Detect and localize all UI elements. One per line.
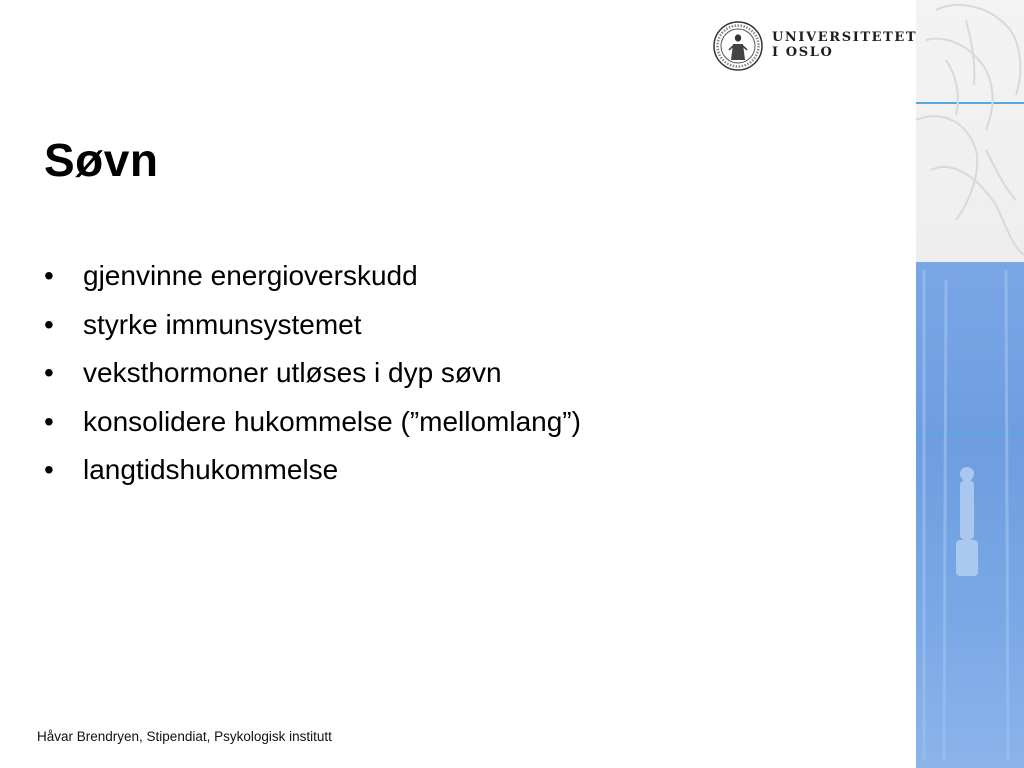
bullet-item [44,398,884,447]
bullet-text: konsolidere hukommelse (”mellomlang”) [83,405,581,437]
bullet-text: styrke immunsystemet [83,308,362,340]
bullet-list [44,252,884,495]
decorative-side-panel [916,0,1024,768]
bullet-text: langtidshukommelse [83,454,339,485]
university-name-line2: I OSLO [772,45,834,60]
bullet-dot-icon: • [44,357,54,388]
bullet-item [44,446,884,495]
bullet-dot-icon: • [44,405,54,437]
university-seal-icon [712,20,764,72]
bullet-item [44,349,884,398]
slide-title: Søvn [44,134,159,186]
bullet-dot-icon: • [44,454,54,485]
bullet-dot-icon: • [44,260,54,291]
bullet-text: veksthormoner utløses i dyp søvn [83,357,502,388]
university-name-line1: UNIVERSITETET [772,30,918,45]
slide-footer: Håvar Brendryen, Stipendiat, Psykologisk institutt [37,729,332,744]
university-logo [712,20,918,72]
bullet-item [44,301,884,350]
bullet-text: gjenvinne energioverskudd [83,260,418,291]
bullet-dot-icon: • [44,308,54,340]
university-name [772,30,917,60]
bullet-item [44,252,884,301]
statue-sketch-icon [916,0,1024,768]
